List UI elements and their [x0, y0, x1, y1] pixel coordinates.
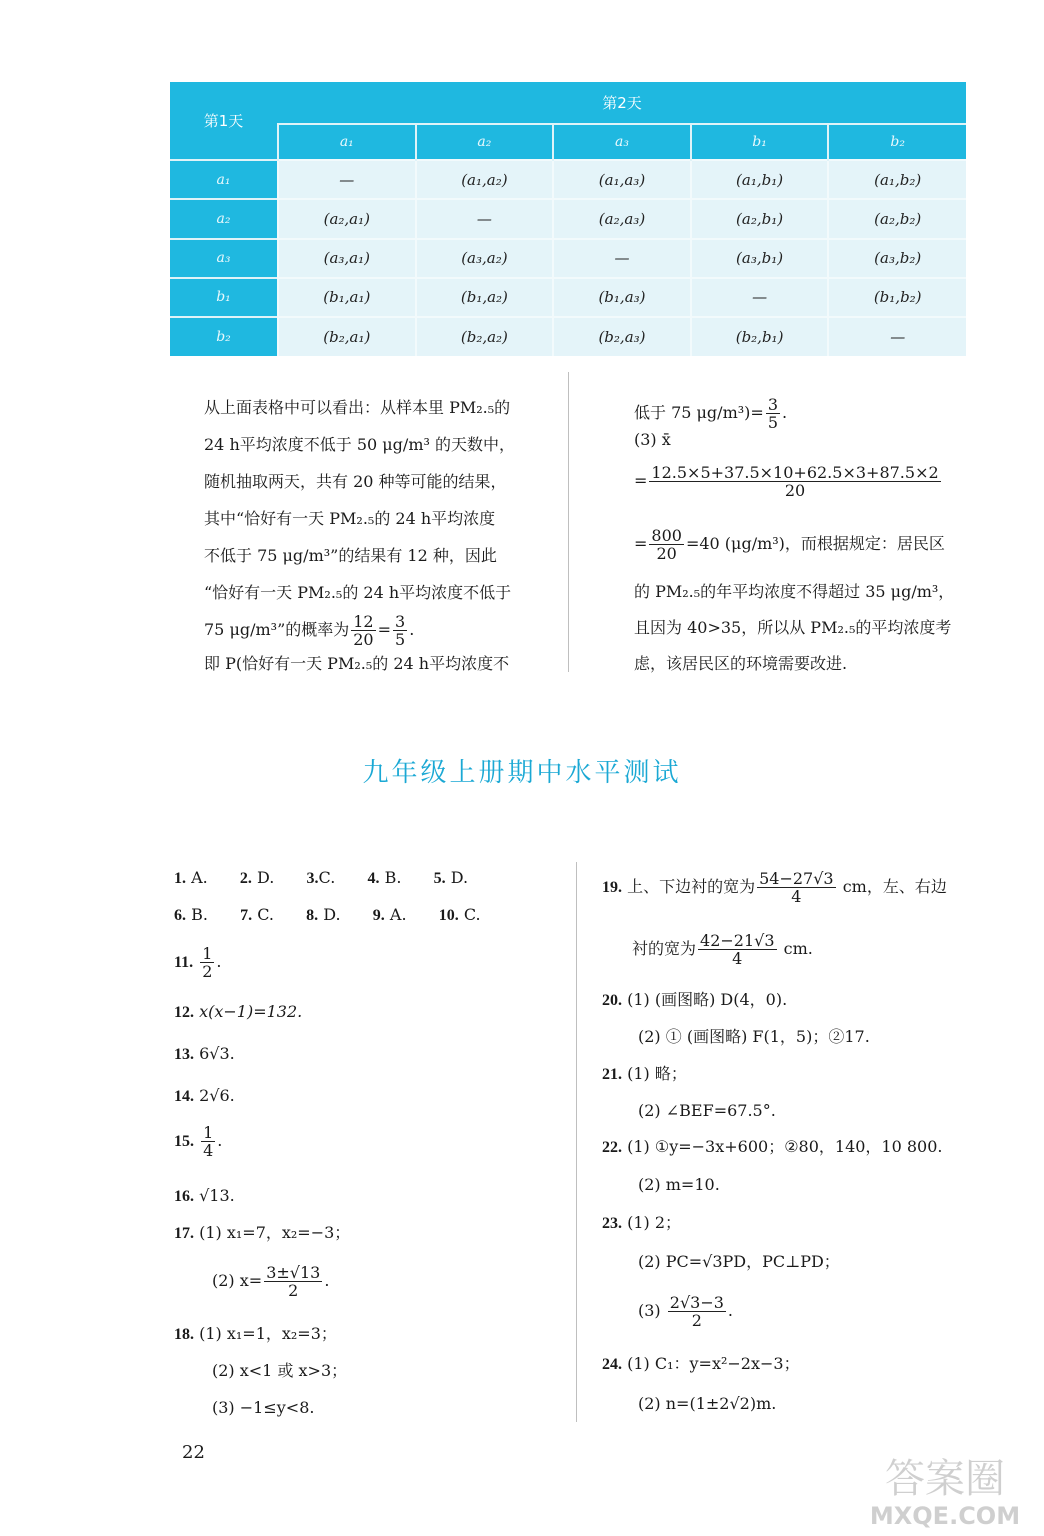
period: . [217, 1131, 223, 1150]
numerator: 1 [202, 944, 213, 963]
table-cell: (b₂,a₃) [553, 317, 691, 356]
numerator: 3 [767, 395, 778, 414]
numerator: 800 [651, 526, 682, 545]
numerator: 54−27√3 [759, 869, 834, 888]
watermark-bottom: MXQE.COM [869, 1502, 1021, 1530]
paragraph-line: 即 P(恰好有一天 PM₂.₅的 24 h平均浓度不 [204, 654, 510, 673]
q-number: 21. [602, 1066, 622, 1083]
fraction [264, 1264, 322, 1299]
q-number: 8. [306, 907, 319, 924]
text: =40 (μg/m³)，而根据规定：居民区 [685, 534, 945, 553]
answer: x(x−1)=132. [199, 1002, 303, 1021]
q-number: 3. [306, 870, 319, 887]
answer: (1) C₁：y=x²−2x−3； [627, 1354, 800, 1373]
table-cell: (a₂,a₁) [278, 199, 416, 238]
table-cell: (a₁,a₂) [416, 160, 554, 199]
answer-23-part2: (2) PC=√3PD，PC⊥PD； [638, 1252, 840, 1271]
q-number: 23. [602, 1215, 622, 1232]
table-cell: — [416, 199, 554, 238]
q-number: 7. [240, 907, 253, 924]
answer-22-part1 [602, 1137, 943, 1158]
fraction [649, 464, 940, 499]
answer-17-part1 [174, 1223, 350, 1244]
probability-result-line [634, 396, 787, 431]
q-number: 1. [174, 870, 186, 887]
page-number: 22 [182, 1442, 205, 1463]
text: 低于 75 μg/m³)= [634, 403, 764, 422]
answer: D. [257, 868, 275, 887]
answer-22-part2: (2) m=10. [638, 1175, 720, 1194]
paragraph-line: 24 h平均浓度不低于 50 μg/m³ 的天数中， [204, 435, 515, 454]
numerator: 42−21√3 [700, 931, 775, 950]
answer: D. [323, 905, 341, 924]
q-number: 6. [174, 907, 186, 924]
paragraph-line: 不低于 75 μg/m³”的结果有 12 种，因此 [204, 546, 497, 565]
table-cell: (a₂,b₂) [828, 199, 966, 238]
answer-24-part1 [602, 1354, 800, 1375]
equals: = [634, 534, 648, 553]
column-divider [576, 862, 577, 1422]
answer-19-line2 [632, 932, 813, 967]
q-number: 22. [602, 1139, 622, 1156]
answer-18-part2: (2) x<1 或 x>3； [212, 1361, 348, 1380]
answer-23-part3 [638, 1294, 733, 1329]
table-cell: (b₁,a₃) [553, 278, 691, 317]
table-cell: (b₂,a₂) [416, 317, 554, 356]
table-cell: (a₃,b₁) [691, 239, 829, 278]
row-header: a₂ [170, 199, 278, 238]
q-number: 16. [174, 1188, 194, 1205]
answer-14 [174, 1086, 235, 1107]
table-cell: (b₂,b₁) [691, 317, 829, 356]
row-header: a₃ [170, 239, 278, 278]
answer-20-part2: (2) ① (画图略) F(1，5)；②17. [638, 1027, 870, 1046]
fraction [668, 1294, 726, 1329]
q-number: 18. [174, 1326, 194, 1343]
numerator: 3±√13 [266, 1263, 321, 1282]
period: . [409, 620, 415, 639]
answer: (1) 略； [627, 1064, 687, 1083]
table-cell: (a₃,a₁) [278, 239, 416, 278]
denominator: 4 [203, 1141, 214, 1160]
watermark-top: 答案圈 [885, 1456, 1005, 1502]
period: . [782, 403, 788, 422]
fraction [351, 613, 375, 648]
col-header: b₂ [828, 124, 966, 160]
section-title: 九年级上册期中水平测试 [362, 758, 682, 788]
denominator: 20 [656, 544, 677, 563]
table-cell: — [691, 278, 829, 317]
q-number: 19. [602, 879, 622, 896]
denominator: 5 [767, 413, 778, 432]
col-header: a₁ [278, 124, 416, 160]
period: . [216, 952, 222, 971]
q-number: 2. [239, 870, 252, 887]
answer: (1) x₁=7，x₂=−3； [199, 1223, 351, 1242]
denominator: 5 [395, 630, 406, 649]
text: cm. [783, 939, 813, 958]
paragraph-line: 且因为 40>35，所以从 PM₂.₅的平均浓度考 [634, 618, 952, 637]
period: . [727, 1301, 733, 1320]
table-cell: (a₁,b₂) [828, 160, 966, 199]
numerator: 12 [353, 612, 374, 631]
numerator: 2√3−3 [669, 1293, 724, 1312]
table-row [170, 160, 966, 199]
q-number: 14. [174, 1088, 194, 1105]
answer: B. [191, 905, 208, 924]
paragraph-line: 随机抽取两天，共有 20 种等可能的结果， [204, 472, 507, 491]
q-number: 24. [602, 1356, 622, 1373]
table-cell: (a₂,a₃) [553, 199, 691, 238]
period: . [324, 1271, 330, 1290]
fraction [766, 396, 780, 431]
paragraph-line: “恰好有一天 PM₂.₅的 24 h平均浓度不低于 [204, 583, 512, 602]
answer: A. [389, 905, 407, 924]
denominator: 4 [732, 949, 743, 968]
answer: C. [257, 905, 274, 924]
q-number: 20. [602, 992, 622, 1009]
answer-24-part2: (2) n=(1±2√2)m. [638, 1394, 777, 1413]
answer-16 [174, 1186, 235, 1207]
q-number: 13. [174, 1046, 194, 1063]
table-cell: — [553, 239, 691, 278]
fraction [201, 1124, 215, 1159]
text: cm，左、右边 [842, 877, 947, 896]
answer-18-part1 [174, 1324, 337, 1345]
table-cell: (a₂,b₁) [691, 199, 829, 238]
table-row [170, 278, 966, 317]
answer: (1) ①y=−3x+600；②80，140，10 800. [627, 1137, 943, 1156]
answer: A. [191, 868, 208, 887]
table-cell: (a₁,a₃) [553, 160, 691, 199]
text: 75 μg/m³”的概率为 [204, 620, 350, 639]
q-number: 10. [438, 907, 459, 924]
row-header: b₁ [170, 278, 278, 317]
equals: = [634, 471, 648, 490]
table-cell: — [828, 317, 966, 356]
col-header: a₃ [553, 124, 691, 160]
answer-15 [174, 1124, 222, 1159]
answer: (1) 2； [627, 1213, 682, 1232]
table-cell: (b₁,b₂) [828, 278, 966, 317]
fraction [393, 613, 407, 648]
numerator: 12.5×5+37.5×10+62.5×3+87.5×2 [651, 463, 939, 482]
q-number: 11. [174, 954, 194, 971]
corner-header: 第1天 [170, 82, 278, 160]
table-cell: (a₃,a₂) [416, 239, 554, 278]
col-header: b₁ [691, 124, 829, 160]
denominator: 2 [288, 1281, 299, 1300]
paragraph-line: 从上面表格中可以看出：从样本里 PM₂.₅的 [204, 398, 511, 417]
q-number: 15. [174, 1133, 194, 1150]
table-row [170, 199, 966, 238]
table-cell: (a₃,b₂) [828, 239, 966, 278]
pairs-table [170, 82, 966, 356]
fraction [757, 870, 836, 905]
answer: C. [318, 868, 336, 887]
table-cell: (a₁,b₁) [691, 160, 829, 199]
answer-13 [174, 1044, 235, 1065]
answer: B. [384, 868, 402, 887]
table-cell: (b₂,a₁) [278, 317, 416, 356]
answer: C. [463, 905, 481, 924]
q-number: 9. [372, 907, 385, 924]
paragraph-line: 其中“恰好有一天 PM₂.₅的 24 h平均浓度 [204, 509, 496, 528]
answer: 2√6. [199, 1086, 235, 1105]
watermark-logo [860, 1442, 1030, 1532]
q-number: 4. [367, 870, 380, 887]
fraction [200, 945, 214, 980]
q-number: 12. [174, 1004, 194, 1021]
answer-23-part1 [602, 1213, 681, 1234]
row-header: a₁ [170, 160, 278, 199]
equals: = [377, 620, 392, 639]
denominator: 20 [784, 481, 806, 500]
text: 上、下边衬的宽为 [627, 877, 756, 896]
text: (2) x= [212, 1271, 263, 1290]
table-cell: (b₁,a₂) [416, 278, 554, 317]
answer-19-line1 [602, 870, 947, 905]
row-header: b₂ [170, 317, 278, 356]
choice-answers-row [174, 905, 481, 926]
paragraph-line: 的 PM₂.₅的年平均浓度不得超过 35 μg/m³， [634, 582, 955, 601]
denominator: 4 [791, 887, 802, 906]
paragraph-line: (3) x̄ [634, 430, 671, 449]
numerator: 3 [395, 612, 406, 631]
choice-answers-row [174, 868, 468, 889]
q-number: 5. [433, 870, 446, 887]
column-divider [568, 372, 569, 672]
answer-21-part1 [602, 1064, 687, 1085]
denominator: 20 [353, 630, 374, 649]
table-cell: — [278, 160, 416, 199]
mean-result-line [634, 527, 945, 562]
answer-21-part2: (2) ∠BEF=67.5°. [638, 1101, 776, 1120]
answer-17-part2 [212, 1264, 329, 1299]
second-day-header: 第2天 [278, 82, 966, 124]
answer-11 [174, 945, 222, 980]
text: 衬的宽为 [632, 939, 697, 958]
denominator: 2 [202, 962, 213, 981]
paragraph-line: 虑，该居民区的环境需要改进. [634, 654, 848, 673]
answer-12 [174, 1002, 302, 1023]
numerator: 1 [203, 1123, 214, 1142]
answer: (1) x₁=1，x₂=3； [199, 1324, 337, 1343]
answer: 6√3. [199, 1044, 235, 1063]
mean-formula-line [634, 464, 943, 499]
table-row [170, 239, 966, 278]
probability-line [204, 613, 414, 648]
answer-20-part1 [602, 990, 787, 1011]
fraction [649, 527, 684, 562]
answer: (1) (画图略) D(4，0). [627, 990, 788, 1009]
answer-18-part3: (3) −1≤y<8. [212, 1398, 315, 1417]
table-row [170, 317, 966, 356]
table-cell: (b₁,a₁) [278, 278, 416, 317]
answer: D. [450, 868, 469, 887]
fraction [698, 932, 777, 967]
denominator: 2 [691, 1311, 702, 1330]
q-number: 17. [174, 1225, 194, 1242]
col-header: a₂ [416, 124, 554, 160]
text: (3) [638, 1301, 661, 1320]
answer: √13. [199, 1186, 235, 1205]
